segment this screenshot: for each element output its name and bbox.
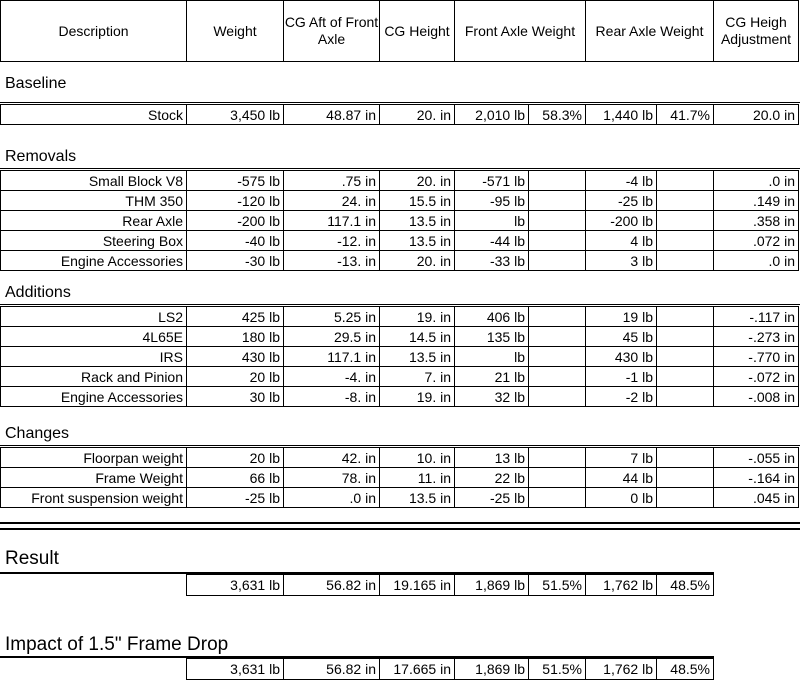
table-cell[interactable] — [528, 326, 586, 347]
table-cell[interactable] — [528, 487, 586, 508]
table-cell[interactable]: .072 in — [713, 230, 799, 251]
table-cell[interactable]: -.117 in — [713, 306, 799, 327]
row-label[interactable]: Floorpan weight — [0, 447, 187, 468]
table-cell[interactable]: 180 lb — [186, 326, 284, 347]
table-cell[interactable]: 20 lb — [186, 366, 284, 387]
section-title-baseline: Baseline — [5, 75, 67, 92]
section-rule-changes — [0, 445, 800, 446]
table-cell[interactable]: 56.82 in — [283, 658, 380, 680]
table-cell[interactable]: -.072 in — [713, 366, 799, 387]
header-description[interactable]: Description — [0, 0, 187, 62]
table-cell[interactable]: 1,762 lb — [585, 658, 657, 680]
row-label[interactable]: Engine Accessories — [0, 250, 187, 271]
table-cell[interactable]: 48.5% — [656, 658, 714, 680]
table-cell[interactable] — [528, 210, 586, 231]
table-cell[interactable]: 58.3% — [528, 104, 586, 125]
row-label[interactable]: Rear Axle — [0, 210, 187, 231]
table-cell[interactable]: 13 lb — [454, 447, 529, 468]
impact-title: Impact of 1.5" Frame Drop — [5, 634, 229, 655]
table-cell[interactable]: 30 lb — [186, 386, 284, 407]
table-cell[interactable] — [528, 366, 586, 387]
header-rear-axle-weight[interactable]: Rear Axle Weight — [585, 0, 714, 62]
table-cell[interactable]: -120 lb — [186, 190, 284, 211]
table-cell[interactable]: -200 lb — [585, 210, 657, 231]
table-cell[interactable]: 15.5 in — [379, 190, 455, 211]
table-cell[interactable]: 22 lb — [454, 467, 529, 488]
row-label[interactable]: Frame Weight — [0, 467, 187, 488]
table-cell[interactable]: -.273 in — [713, 326, 799, 347]
table-cell[interactable]: 117.1 in — [283, 346, 380, 367]
table-cell[interactable]: -40 lb — [186, 230, 284, 251]
table-cell[interactable] — [656, 250, 714, 271]
table-cell[interactable]: -44 lb — [454, 230, 529, 251]
table-cell[interactable]: 430 lb — [186, 346, 284, 367]
table-cell[interactable] — [528, 447, 586, 468]
table-cell[interactable]: 19. in — [379, 306, 455, 327]
table-cell[interactable]: 4 lb — [585, 230, 657, 251]
table-cell[interactable]: lb — [454, 346, 529, 367]
table-cell[interactable]: 19. in — [379, 386, 455, 407]
table-cell[interactable]: 11. in — [379, 467, 455, 488]
table-cell[interactable]: 44 lb — [585, 467, 657, 488]
table-cell[interactable]: 13.5 in — [379, 487, 455, 508]
table-cell[interactable] — [528, 170, 586, 191]
table-cell[interactable]: 20. in — [379, 104, 455, 125]
table-cell[interactable]: .149 in — [713, 190, 799, 211]
table-cell[interactable]: 0 lb — [585, 487, 657, 508]
table-cell[interactable] — [528, 467, 586, 488]
section-rule-additions — [0, 304, 800, 305]
row-label[interactable]: THM 350 — [0, 190, 187, 211]
table-cell[interactable]: 406 lb — [454, 306, 529, 327]
row-label[interactable]: IRS — [0, 346, 187, 367]
section-title-additions: Additions — [5, 284, 71, 301]
table-cell[interactable]: -4 lb — [585, 170, 657, 191]
row-label[interactable]: 4L65E — [0, 326, 187, 347]
table-cell[interactable]: -571 lb — [454, 170, 529, 191]
table-cell[interactable]: 135 lb — [454, 326, 529, 347]
section-title-removals: Removals — [5, 148, 77, 165]
table-cell[interactable]: -.770 in — [713, 346, 799, 367]
table-cell[interactable]: .358 in — [713, 210, 799, 231]
table-cell[interactable] — [656, 447, 714, 468]
table-cell[interactable]: 3,450 lb — [186, 104, 284, 125]
table-cell[interactable]: 10. in — [379, 447, 455, 468]
table-cell[interactable] — [528, 346, 586, 367]
table-cell[interactable]: 19 lb — [585, 306, 657, 327]
row-label[interactable]: Rack and Pinion — [0, 366, 187, 387]
table-cell[interactable]: .045 in — [713, 487, 799, 508]
table-cell[interactable]: 48.5% — [656, 574, 714, 596]
table-cell[interactable]: 78. in — [283, 467, 380, 488]
table-cell[interactable]: 24. in — [283, 190, 380, 211]
table-cell[interactable]: 430 lb — [585, 346, 657, 367]
table-cell[interactable]: -25 lb — [454, 487, 529, 508]
table-cell[interactable] — [656, 326, 714, 347]
table-cell[interactable]: 1,440 lb — [585, 104, 657, 125]
table-cell[interactable]: -575 lb — [186, 170, 284, 191]
table-cell[interactable]: 5.25 in — [283, 306, 380, 327]
table-cell[interactable]: 7. in — [379, 366, 455, 387]
table-cell[interactable]: 41.7% — [656, 104, 714, 125]
row-label[interactable]: Stock — [0, 104, 187, 125]
section-rule-baseline — [0, 102, 800, 103]
table-cell[interactable]: .0 in — [713, 250, 799, 271]
table-cell[interactable] — [656, 487, 714, 508]
table-cell[interactable]: 1,869 lb — [454, 574, 529, 596]
table-cell[interactable] — [528, 386, 586, 407]
row-label[interactable]: LS2 — [0, 306, 187, 327]
table-cell[interactable]: 45 lb — [585, 326, 657, 347]
table-cell[interactable] — [528, 190, 586, 211]
table-cell[interactable] — [656, 306, 714, 327]
table-cell[interactable]: 20 lb — [186, 447, 284, 468]
table-cell[interactable]: 7 lb — [585, 447, 657, 468]
table-cell[interactable]: 32 lb — [454, 386, 529, 407]
table-cell[interactable]: lb — [454, 210, 529, 231]
table-cell[interactable] — [656, 190, 714, 211]
table-cell[interactable]: -8. in — [283, 386, 380, 407]
row-label[interactable]: Front suspension weight — [0, 487, 187, 508]
table-cell[interactable]: 42. in — [283, 447, 380, 468]
table-cell[interactable] — [528, 250, 586, 271]
table-cell[interactable]: 21 lb — [454, 366, 529, 387]
row-label[interactable]: Steering Box — [0, 230, 187, 251]
table-cell[interactable]: 17.665 in — [379, 658, 455, 680]
table-cell[interactable]: .0 in — [713, 170, 799, 191]
table-cell[interactable]: 19.165 in — [379, 574, 455, 596]
table-cell[interactable]: 20.0 in — [713, 104, 799, 125]
table-cell[interactable] — [656, 346, 714, 367]
table-cell[interactable]: 3,631 lb — [186, 574, 284, 596]
table-cell[interactable]: 13.5 in — [379, 230, 455, 251]
table-cell[interactable]: 117.1 in — [283, 210, 380, 231]
double-rule-top — [0, 522, 800, 524]
row-label[interactable]: Engine Accessories — [0, 386, 187, 407]
table-cell[interactable]: 3 lb — [585, 250, 657, 271]
table-cell[interactable] — [656, 170, 714, 191]
table-cell[interactable]: .75 in — [283, 170, 380, 191]
table-cell[interactable]: 51.5% — [528, 574, 586, 596]
table-cell[interactable]: 48.87 in — [283, 104, 380, 125]
table-cell[interactable]: -200 lb — [186, 210, 284, 231]
table-cell[interactable]: -4. in — [283, 366, 380, 387]
table-cell[interactable]: -95 lb — [454, 190, 529, 211]
double-rule-bottom — [0, 528, 800, 530]
table-cell[interactable]: 3,631 lb — [186, 658, 284, 680]
header-cg-height[interactable]: CG Height — [379, 0, 455, 62]
table-cell[interactable] — [656, 210, 714, 231]
table-cell[interactable]: 425 lb — [186, 306, 284, 327]
header-front-axle-weight[interactable]: Front Axle Weight — [454, 0, 586, 62]
table-cell[interactable]: 2,010 lb — [454, 104, 529, 125]
header-cg-aft[interactable]: CG Aft of Front Axle — [283, 0, 380, 62]
table-cell[interactable]: -25 lb — [186, 487, 284, 508]
table-cell[interactable]: -12. in — [283, 230, 380, 251]
table-cell[interactable]: 29.5 in — [283, 326, 380, 347]
table-cell[interactable] — [656, 366, 714, 387]
table-cell[interactable] — [528, 306, 586, 327]
header-weight[interactable]: Weight — [186, 0, 284, 62]
table-cell[interactable] — [528, 230, 586, 251]
table-cell[interactable]: -.164 in — [713, 467, 799, 488]
result-title: Result — [5, 548, 59, 569]
table-cell[interactable]: -2 lb — [585, 386, 657, 407]
table-cell[interactable]: -.055 in — [713, 447, 799, 468]
table-cell[interactable]: 56.82 in — [283, 574, 380, 596]
table-cell[interactable] — [656, 386, 714, 407]
table-cell[interactable]: -1 lb — [585, 366, 657, 387]
table-cell[interactable]: -.008 in — [713, 386, 799, 407]
table-cell[interactable]: -30 lb — [186, 250, 284, 271]
table-cell[interactable] — [656, 230, 714, 251]
row-label[interactable]: Small Block V8 — [0, 170, 187, 191]
table-cell[interactable]: 13.5 in — [379, 346, 455, 367]
table-cell[interactable]: 1,869 lb — [454, 658, 529, 680]
table-cell[interactable]: 14.5 in — [379, 326, 455, 347]
table-cell[interactable]: -25 lb — [585, 190, 657, 211]
section-title-changes: Changes — [5, 425, 70, 442]
table-cell[interactable]: 20. in — [379, 170, 455, 191]
table-cell[interactable]: 1,762 lb — [585, 574, 657, 596]
table-cell[interactable]: -33 lb — [454, 250, 529, 271]
table-cell[interactable]: .0 in — [283, 487, 380, 508]
header-cg-height-adjustment[interactable]: CG Heigh Adjustment — [713, 0, 799, 62]
table-cell[interactable] — [656, 467, 714, 488]
table-cell[interactable]: 51.5% — [528, 658, 586, 680]
table-cell[interactable]: 13.5 in — [379, 210, 455, 231]
section-rule-removals — [0, 168, 800, 169]
table-cell[interactable]: 20. in — [379, 250, 455, 271]
table-cell[interactable]: 66 lb — [186, 467, 284, 488]
table-cell[interactable]: -13. in — [283, 250, 380, 271]
